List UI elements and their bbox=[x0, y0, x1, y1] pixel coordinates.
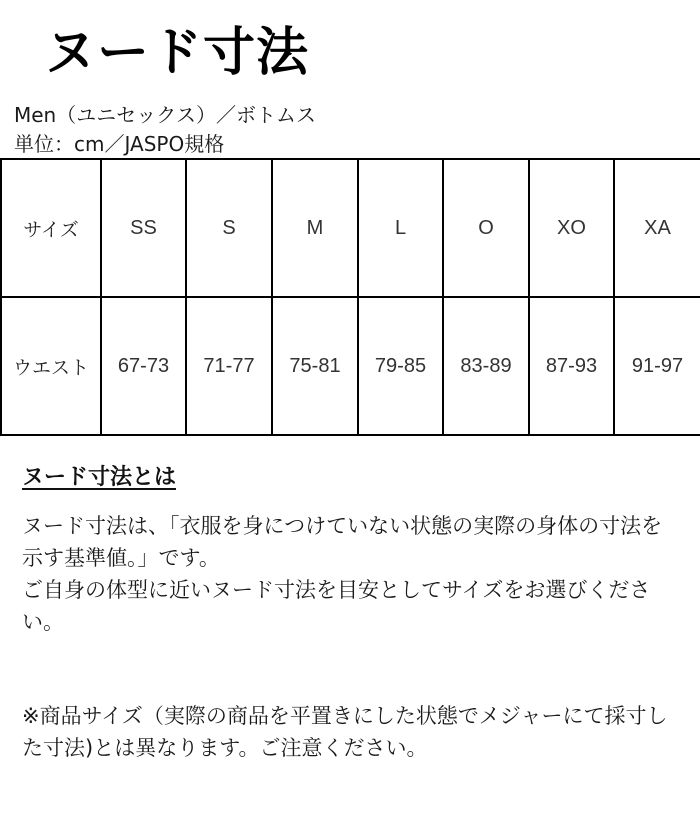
waist-cell: 71-77 bbox=[186, 297, 272, 435]
size-cell: O bbox=[443, 159, 529, 297]
size-cell: L bbox=[358, 159, 443, 297]
definition-paragraph: ヌード寸法は、「衣服を身につけていない状態の実際の身体の寸法を示す基準値。」です。 bbox=[22, 514, 663, 570]
waist-row bbox=[1, 297, 700, 435]
waist-cell: 91-97 bbox=[614, 297, 700, 435]
waist-cell: 83-89 bbox=[443, 297, 529, 435]
waist-cell: 75-81 bbox=[272, 297, 358, 435]
disclaimer-note: ※商品サイズ（実際の商品を平置きにした状態でメジャーにて採寸した寸法)とは異なります。ご注意ください。 bbox=[22, 704, 668, 760]
category-label: Men（ユニセックス）／ボトムス bbox=[14, 103, 317, 127]
waist-label: ウエスト bbox=[1, 297, 101, 435]
size-cell: SS bbox=[101, 159, 186, 297]
unit-label: 単位：cm／JASPO規格 bbox=[14, 132, 225, 156]
size-cell: XA bbox=[614, 159, 700, 297]
page-title: ヌード寸法 bbox=[44, 23, 310, 83]
size-table bbox=[0, 158, 700, 436]
waist-cell: 87-93 bbox=[529, 297, 614, 435]
size-header-row bbox=[1, 159, 700, 297]
size-header-label: サイズ bbox=[1, 159, 101, 297]
size-cell: M bbox=[272, 159, 358, 297]
nude-size-heading: ヌード寸法とは bbox=[22, 465, 177, 490]
guidance-paragraph: ご自身の体型に近いヌード寸法を目安としてサイズをお選びください。 bbox=[22, 578, 651, 634]
waist-cell: 79-85 bbox=[358, 297, 443, 435]
size-cell: S bbox=[186, 159, 272, 297]
waist-cell: 67-73 bbox=[101, 297, 186, 435]
size-cell: XO bbox=[529, 159, 614, 297]
